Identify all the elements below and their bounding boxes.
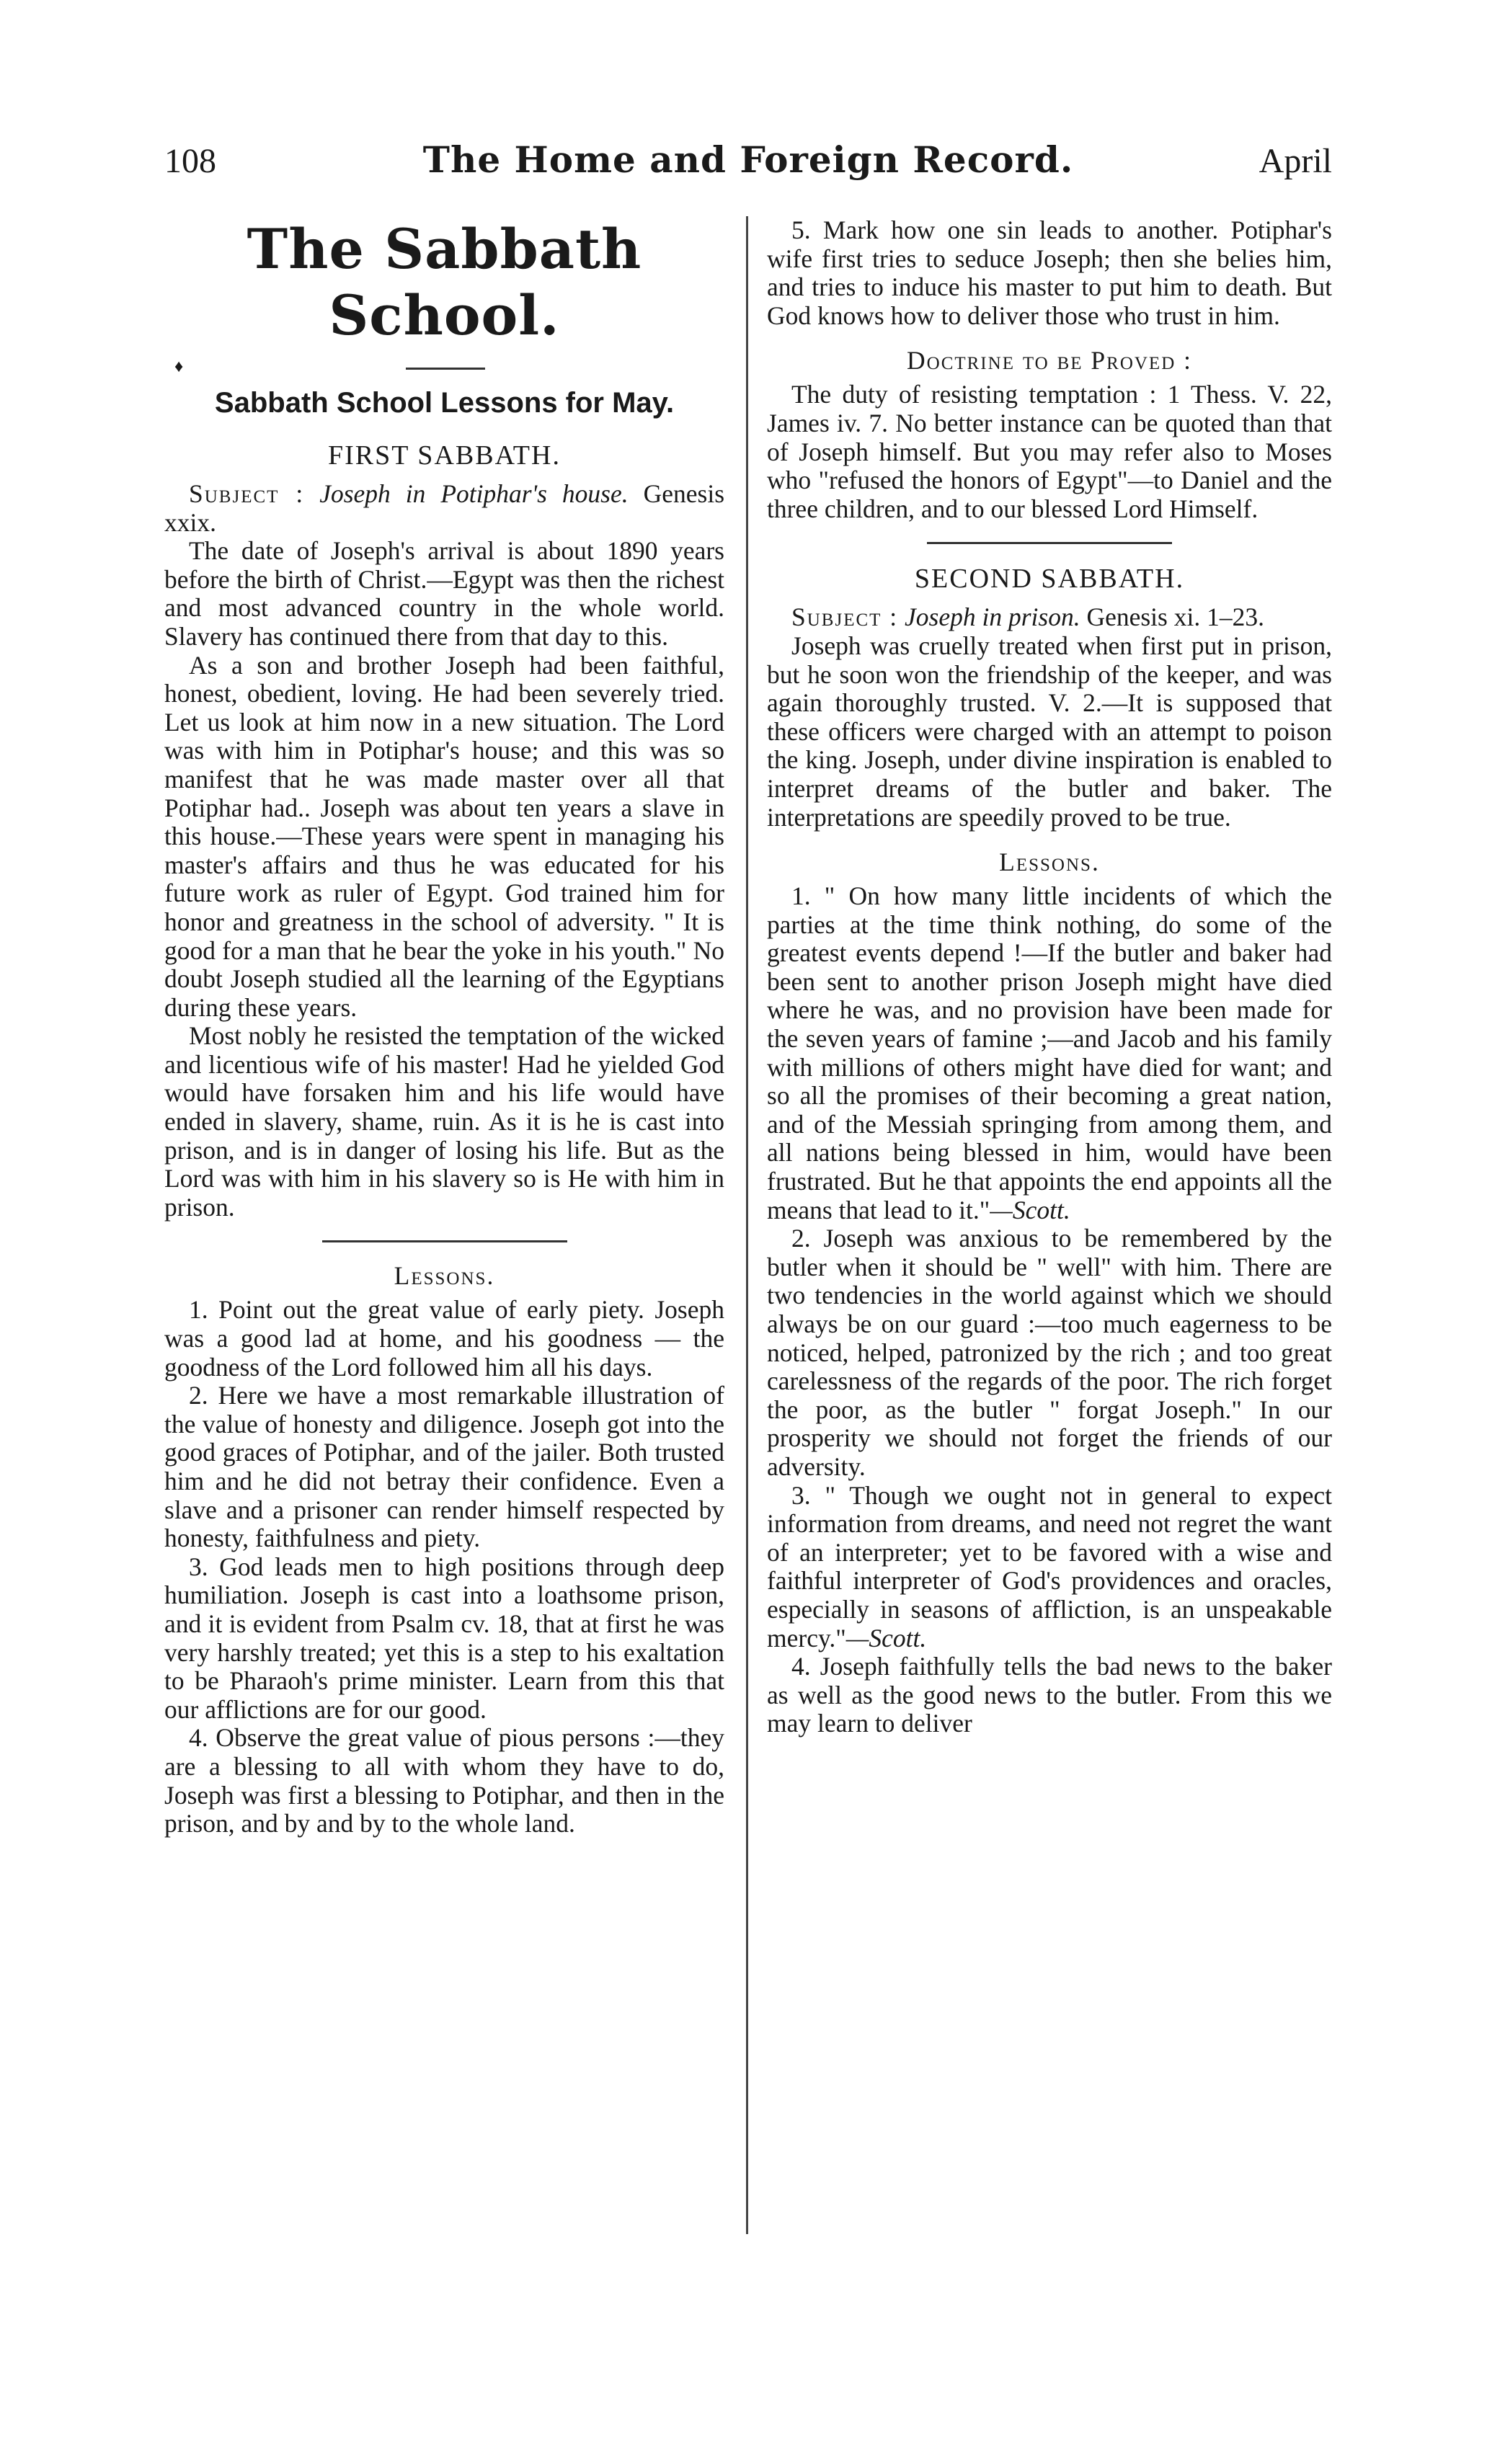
lesson-text: 1. " On how many little incidents of which the parties at the time think nothing, do some of the greatest events depend !—If the butler and baker had been sent to another prison Joseph might have died where he was, and no provision have been made for the seven years of famine ;—and Jacob and his family with millions of others might have died for want; and so all the promises of their becoming a great nation, and of the Messiah springing from among them, and all nations being blessed in him, would have been frustrated. But he that appoints the end appoints all the means that lead to it."	[767, 881, 1332, 1224]
lesson-item: 2. Joseph was anxious to be remembered by the butler when it should be " well" with him. There are two tendencies in the world against which we should always be on our guard :—too much eagerness to be noticed, helped, patronized by the rich ; and too great carelessness of the regards of the poor. The rich forget the poor, as the butler " forgat Joseph." In our prosperity we should not forget the friends of our adversity.	[767, 1224, 1332, 1481]
lesson-item	[767, 1482, 1332, 1653]
subject-reference: Genesis xi. 1–23.	[1086, 602, 1264, 632]
lesson-item	[767, 882, 1332, 1224]
subject-reference: Genesis xxix.	[164, 479, 725, 537]
lesson-item: 5. Mark how one sin leads to another. Potiphar's wife first tries to seduce Joseph; then she belies him, and tries to induce his master to put him to death. But God knows how to deliver those who trust in him.	[767, 215, 1332, 330]
journal-title: The Home and Foreign Record.	[422, 138, 1074, 181]
column-divider	[746, 216, 748, 2234]
section-rule	[927, 542, 1172, 544]
second-subject-line	[767, 603, 1332, 632]
issue-month: April	[1259, 142, 1332, 180]
page-number: 108	[164, 142, 216, 180]
second-sabbath-heading: SECOND SABBATH.	[914, 564, 1185, 595]
subject-label: Subject :	[791, 602, 899, 632]
lesson-item: 2. Here we have a most remarkable illustration of the value of honesty and diligence. Joseph got into the good graces of Potiphar, and of the jailer. Both trusted him and he did not betray their confidence. Even a slave and a prisoner can render himself respected by honesty, faithfulness and piety.	[164, 1381, 724, 1553]
lessons-heading: Lessons.	[999, 848, 1100, 877]
section-title: The Sabbath School.	[247, 217, 642, 347]
subject-title: Joseph in prison.	[905, 602, 1080, 632]
lessons-heading: Lessons.	[394, 1261, 495, 1291]
paragraph: As a son and brother Joseph had been faithful, honest, obedient, loving. He had been severely tried. Let us look at him now in a new situation. The Lord was with him in Potiphar's house; and this was so manifest that he was made master over all that Potiphar had.. Joseph was about ten years a slave in this house.—These years were spent in managing his master's affairs and thus he was educated for his future work as ruler of Egypt. God trained him for honor and greatness in the school of adversity. " It is good for a man that he bear the yoke in his youth." No doubt Joseph studied all the learning of the Egyptians during these years.	[164, 650, 724, 1022]
first-sabbath-heading: FIRST SABBATH.	[328, 440, 561, 471]
citation: —Scott.	[990, 1195, 1070, 1224]
ornament-row	[164, 359, 724, 381]
paragraph: The date of Joseph's arrival is about 1890 years before the birth of Christ.—Egypt was then the richest and most advanced country in the whole world. Slavery has continued there from that day to this.	[164, 536, 724, 651]
subject-title: Joseph in Potiphar's house.	[319, 479, 629, 508]
paragraph: Most nobly he resisted the temptation of the wicked and licentious wife of his master! Had he yielded God would have forsaken him and his life would have ended in slavery, shame, ruin. As it is he is cast into prison, and is in danger of losing his life. But as the Lord was with him in his slavery so is He with him in prison.	[164, 1021, 724, 1222]
doctrine-text: The duty of resisting temptation : 1 Thess. V. 22, James iv. 7. No better instance can be quoted than that of Joseph himself. But you may refer also to Moses who "refused the honors of Egypt"—to Daniel and the three children, and to our blessed Lord Himself.	[767, 380, 1332, 523]
title-rule	[406, 368, 485, 370]
running-head	[164, 138, 1332, 192]
lesson-item: 1. Point out the great value of early piety. Joseph was a good lad at home, and his goodness — the goodness of the Lord followed him all his days.	[164, 1295, 724, 1382]
ornament-icon: ♦	[174, 357, 184, 376]
lesson-item: 3. God leads men to high positions through deep humiliation. Joseph is cast into a loathsome prison, and it is evident from Psalm cv. 18, that at first he was very harshly treated; yet this is a step to his exaltation to be Pharaoh's prime minister. Learn from this that our afflictions are for our good.	[164, 1552, 724, 1724]
lesson-item: 4. Observe the great value of pious persons :—they are a blessing to all with whom they have to do, Joseph was first a blessing to Potiphar, and then in the prison, and by and by to the whole land.	[164, 1723, 724, 1838]
left-column	[164, 216, 724, 1838]
right-column	[767, 216, 1332, 1738]
doctrine-heading: Doctrine to be Proved :	[907, 346, 1192, 375]
subject-label: Subject :	[189, 479, 305, 508]
first-subject-line	[164, 480, 724, 537]
lessons-title: Sabbath School Lessons for May.	[214, 387, 675, 419]
section-rule	[322, 1240, 567, 1242]
citation: —Scott.	[845, 1623, 927, 1653]
paragraph: Joseph was cruelly treated when first put in prison, but he soon won the friendship of the keeper, and was again thoroughly trusted. V. 2.—It is supposed that these officers were charged with an attempt to poison the king. Joseph, under divine inspiration is enabled to interpret dreams of the butler and baker. The interpretations are speedily proved to be true.	[767, 631, 1332, 832]
lesson-item: 4. Joseph faithfully tells the bad news to the baker as well as the good news to the butler. From this we may learn to deliver	[767, 1652, 1332, 1738]
lesson-text: 3. " Though we ought not in general to expect information from dreams, and need not regret the want of an interpreter; yet to be favored with a wise and faithful interpreter of God's providences and oracles, especially in seasons of affliction, is an unspeakable mercy."	[767, 1480, 1332, 1653]
